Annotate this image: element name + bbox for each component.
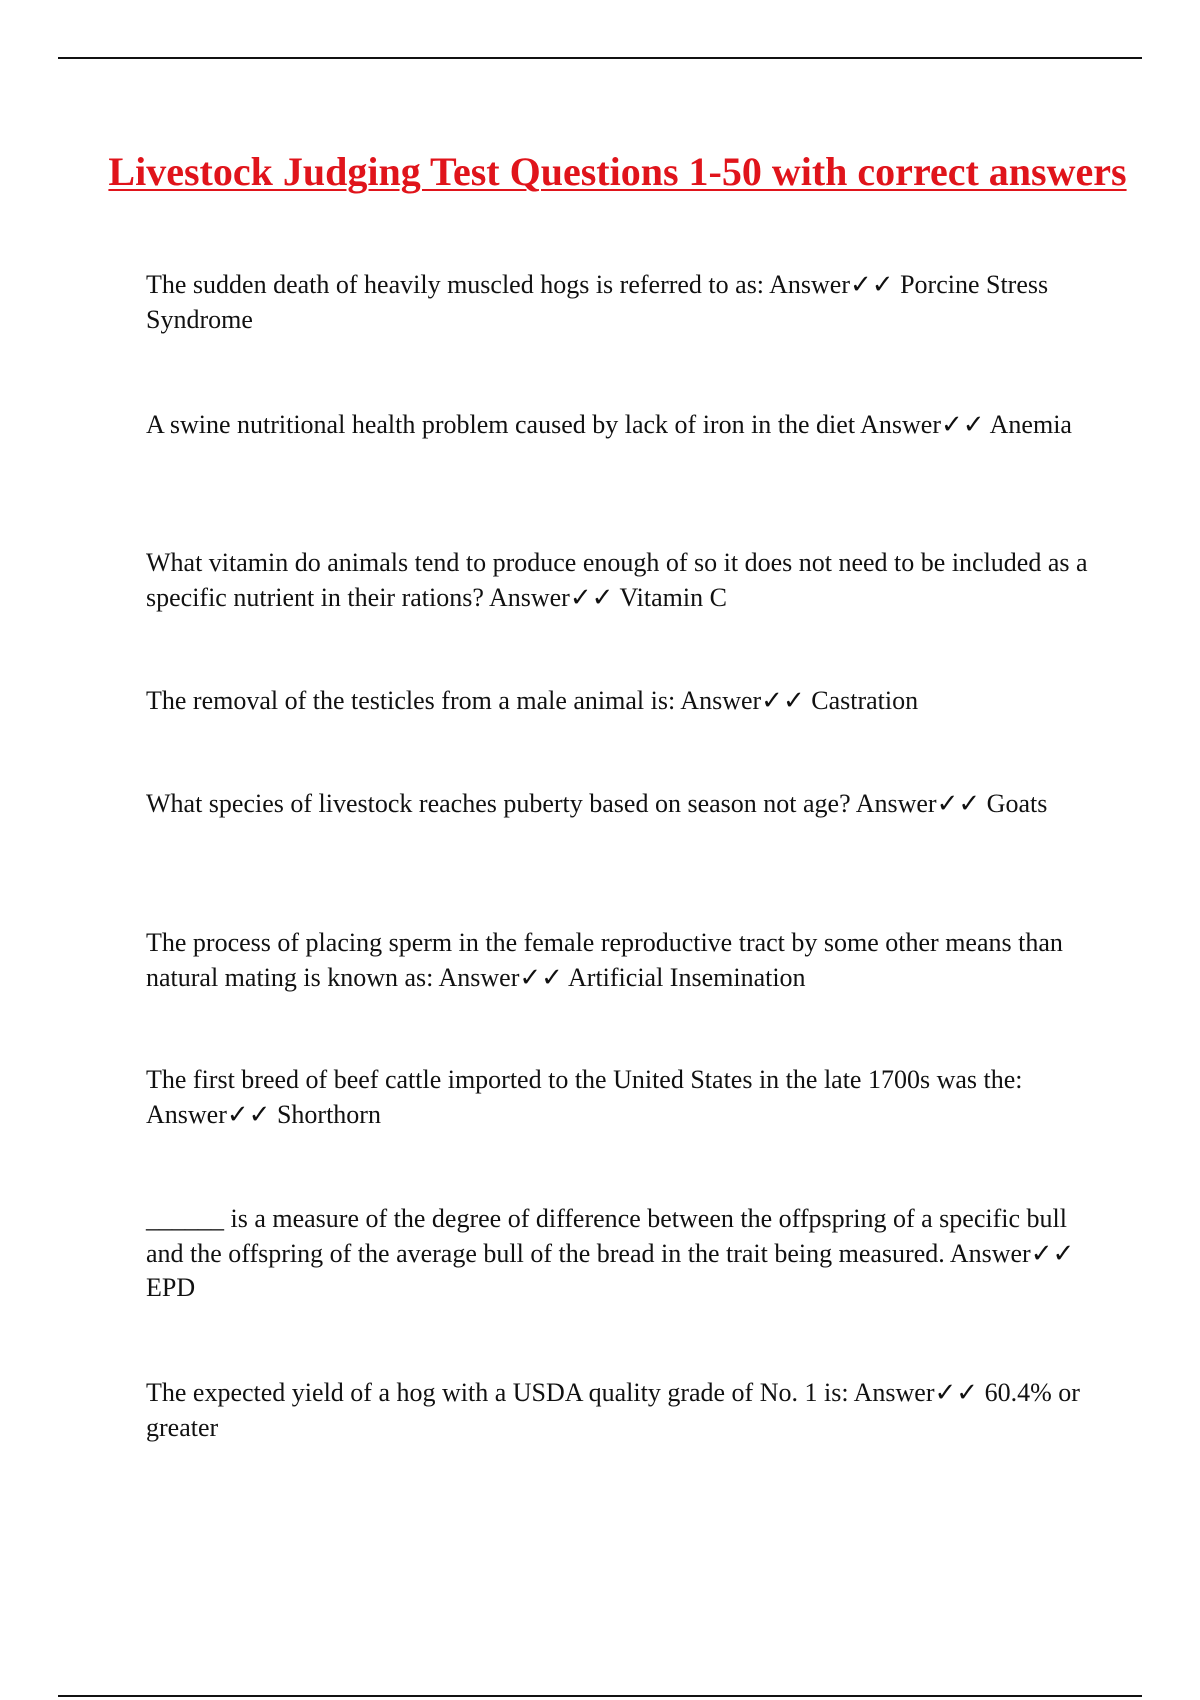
qa-item [146, 408, 1091, 443]
answer-text: Vitamin C [619, 582, 727, 612]
answer-marker: Answer✓✓ [680, 686, 805, 715]
answer-marker: Answer✓✓ [860, 410, 985, 439]
answer-marker: Answer✓✓ [855, 789, 981, 818]
question-text: The first breed of beef cattle imported to the United States in the late 1700s was the: [146, 1065, 1023, 1094]
answer-marker: Answer✓✓ [488, 582, 614, 612]
answer-text: Shorthorn [276, 1099, 381, 1129]
answer-text: Anemia [989, 410, 1072, 439]
answer-marker: Answer✓✓ [769, 270, 894, 299]
document-title: Livestock Judging Test Questions 1-50 with correct answers [108, 149, 1127, 194]
question-text: The expected yield of a hog with a USDA quality grade of No. 1 is: [146, 1378, 849, 1407]
answer-marker: Answer✓✓ [146, 1099, 271, 1129]
question-text: What vitamin do animals tend to produce enough of so it does not need to be included as a specific nutrient in their rations? [146, 548, 1088, 612]
question-text: What species of livestock reaches puberty based on season not age? [146, 789, 851, 818]
answer-marker: Answer✓✓ [949, 1238, 1075, 1268]
qa-item [146, 268, 1091, 337]
question-text: A swine nutritional health problem caused by lack of iron in the diet [146, 410, 856, 439]
answer-text: Castration [811, 686, 919, 715]
qa-item [146, 546, 1091, 615]
question-text: The sudden death of heavily muscled hogs is referred to as: [146, 270, 765, 299]
qa-item [146, 787, 1091, 822]
bottom-rule [58, 1695, 1142, 1697]
question-text: The removal of the testicles from a male animal is: [146, 686, 676, 715]
top-rule [58, 57, 1142, 59]
answer-text: EPD [146, 1273, 196, 1302]
question-text: The process of placing sperm in the female reproductive tract by some other means than natural mating is known as: [146, 928, 1063, 992]
answer-text: Goats [986, 789, 1048, 818]
qa-item [146, 926, 1091, 995]
answer-marker: Answer✓✓ [853, 1378, 979, 1407]
qa-item [146, 1063, 1091, 1132]
answer-marker: Answer✓✓ [438, 962, 563, 992]
question-text: ______ is a measure of the degree of difference between the offpspring of a specific bull and the offspring of the average bull of the bread in the trait being measured. [146, 1204, 1067, 1268]
qa-item [146, 1376, 1091, 1445]
qa-item [146, 1202, 1091, 1306]
answer-text: Artificial Insemination [568, 962, 806, 992]
answer-text: Porcine Stress Syndrome [146, 270, 1049, 334]
answer-text: 60.4% or greater [146, 1378, 1080, 1442]
qa-item [146, 684, 1091, 719]
